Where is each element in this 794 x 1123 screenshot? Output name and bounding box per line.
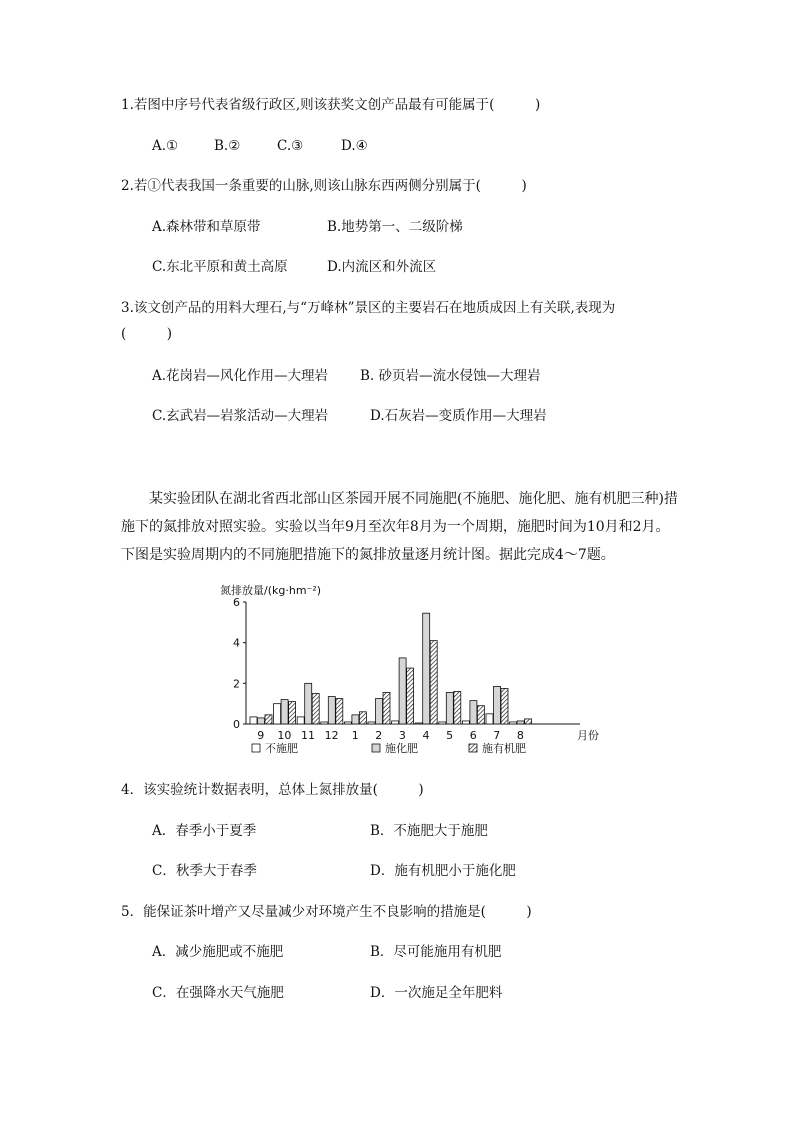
bar-chemical-month-4 (423, 613, 430, 724)
q4-option-d: D．施有机肥小于施化肥 (370, 863, 516, 879)
question-3-stem-cont: ( ) (121, 326, 173, 342)
question-5-stem: 5．能保证茶叶增产又尽量减少对环境产生不良影响的措施是( ) (121, 904, 532, 920)
legend-swatch-organic (469, 744, 477, 752)
legend-label-chemical: 施化肥 (385, 742, 418, 755)
bar-organic-month-5 (454, 691, 461, 724)
bar-chemical-month-3 (399, 658, 406, 724)
bar-organic-month-9 (265, 715, 272, 724)
q2-option-a: A.森林带和草原带 (152, 219, 261, 235)
question-4-stem: 4．该实验统计数据表明，总体上氮排放量( ) (121, 782, 424, 798)
bar-chemical-month-5 (446, 692, 453, 724)
x-tick-label: 9 (257, 729, 265, 742)
y-tick-label: 0 (233, 718, 240, 731)
q5-option-c: C．在强降水天气施肥 (152, 985, 284, 1001)
legend-swatch-no-fertilizer (252, 744, 260, 752)
bar-organic-month-11 (312, 694, 319, 725)
bar-organic-month-10 (289, 702, 296, 724)
bar-chemical-month-10 (281, 700, 288, 724)
x-tick-label: 1 (351, 729, 359, 742)
q2-option-d: D.内流区和外流区 (327, 259, 437, 275)
bar-no-fertilizer-month-8 (510, 722, 517, 724)
bar-chemical-month-9 (258, 718, 265, 724)
y-tick-label: 6 (233, 596, 240, 609)
x-tick-label: 5 (446, 729, 454, 742)
bar-chemical-month-11 (305, 683, 312, 724)
bar-chemical-month-1 (352, 715, 359, 724)
bar-no-fertilizer-month-1 (344, 722, 351, 724)
x-tick-label: 3 (398, 729, 406, 742)
y-axis-label: 氮排放量/(kg·hm⁻²) (220, 584, 322, 597)
q3-option-c: C.玄武岩—岩浆活动—大理岩 (152, 408, 329, 424)
bar-organic-month-7 (501, 688, 508, 724)
bar-organic-month-1 (359, 712, 366, 724)
q1-option-c: C.③ (277, 138, 304, 154)
bar-organic-month-6 (477, 706, 484, 724)
bar-organic-month-4 (430, 641, 437, 724)
x-tick-label: 11 (301, 729, 315, 742)
question-3-stem: 3.该文创产品的用料大理石,与“万峰林”景区的主要岩石在地质成因上有关联,表现为 (121, 300, 616, 316)
x-tick-label: 8 (516, 729, 524, 742)
bar-organic-month-2 (383, 692, 390, 724)
q1-option-b: B.② (214, 138, 241, 154)
x-tick-label: 10 (277, 729, 292, 742)
q5-option-d: D．一次施足全年肥料 (370, 985, 503, 1001)
bar-no-fertilizer-month-10 (274, 704, 281, 724)
question-1-stem: 1.若图中序号代表省级行政区,则该获奖文创产品最有可能属于( ) (121, 97, 541, 113)
q2-option-c: C.东北平原和黄土高原 (152, 259, 288, 275)
q3-option-b: B. 砂页岩—流水侵蚀—大理岩 (360, 368, 541, 384)
bar-no-fertilizer-month-9 (250, 717, 257, 724)
x-tick-label: 12 (324, 729, 339, 742)
bar-no-fertilizer-month-3 (392, 721, 399, 724)
nitrogen-emission-chart (210, 580, 630, 760)
bar-chemical-month-2 (376, 699, 383, 724)
bar-chemical-month-6 (470, 701, 477, 724)
bar-no-fertilizer-month-4 (415, 723, 422, 724)
passage (121, 485, 681, 569)
legend-label-no-fertilizer: 不施肥 (265, 742, 298, 755)
q5-option-b: B．尽可能施用有机肥 (370, 944, 502, 960)
q3-option-d: D.石灰岩—变质作用—大理岩 (370, 408, 547, 424)
q3-option-a: A.花岗岩—风化作用—大理岩 (152, 368, 329, 384)
bar-chemical-month-7 (494, 686, 501, 724)
bar-chemical-month-12 (328, 697, 335, 724)
legend-label-organic: 施有机肥 (482, 742, 526, 755)
y-tick-label: 2 (233, 677, 240, 691)
bar-organic-month-8 (525, 719, 532, 724)
x-tick-label: 4 (422, 729, 430, 742)
bar-no-fertilizer-month-2 (368, 722, 375, 724)
x-tick-label: 6 (469, 729, 477, 742)
q1-option-d: D.④ (341, 138, 368, 154)
bar-organic-month-3 (407, 668, 414, 724)
bar-no-fertilizer-month-7 (486, 714, 493, 724)
q5-option-a: A．减少施肥或不施肥 (152, 944, 284, 960)
bar-chemical-month-8 (517, 721, 524, 724)
x-axis-unit: 月份 (577, 729, 599, 742)
bar-no-fertilizer-month-5 (439, 722, 446, 724)
q4-option-b: B．不施肥大于施肥 (370, 823, 488, 839)
x-tick-label: 7 (493, 729, 501, 742)
q4-option-c: C．秋季大于春季 (152, 863, 257, 879)
bar-no-fertilizer-month-11 (297, 717, 304, 724)
x-tick-label: 2 (375, 729, 383, 742)
y-tick-label: 4 (233, 636, 240, 650)
question-2-stem: 2.若①代表我国一条重要的山脉,则该山脉东西两侧分别属于( ) (121, 178, 527, 194)
legend (252, 741, 526, 755)
bar-no-fertilizer-month-6 (462, 721, 469, 724)
legend-swatch-chemical (372, 744, 380, 752)
bar-no-fertilizer-month-12 (321, 722, 328, 724)
passage-text: 某实验团队在湖北省西北部山区茶园开展不同施肥(不施肥、施化肥、施有机肥三种)措施下的氮排放对照实验。实验以当年9月至次年8月为一个周期，施肥时间为10月和2月。下图是实验周期内的不同施肥措施下的氮排放量逐月统计图。据此完成4～7题。 (121, 491, 678, 563)
q1-option-a: A.① (152, 138, 179, 154)
bar-organic-month-12 (336, 699, 343, 724)
q2-option-b: B.地势第一、二级阶梯 (327, 219, 463, 235)
q4-option-a: A．春季小于夏季 (152, 823, 257, 839)
